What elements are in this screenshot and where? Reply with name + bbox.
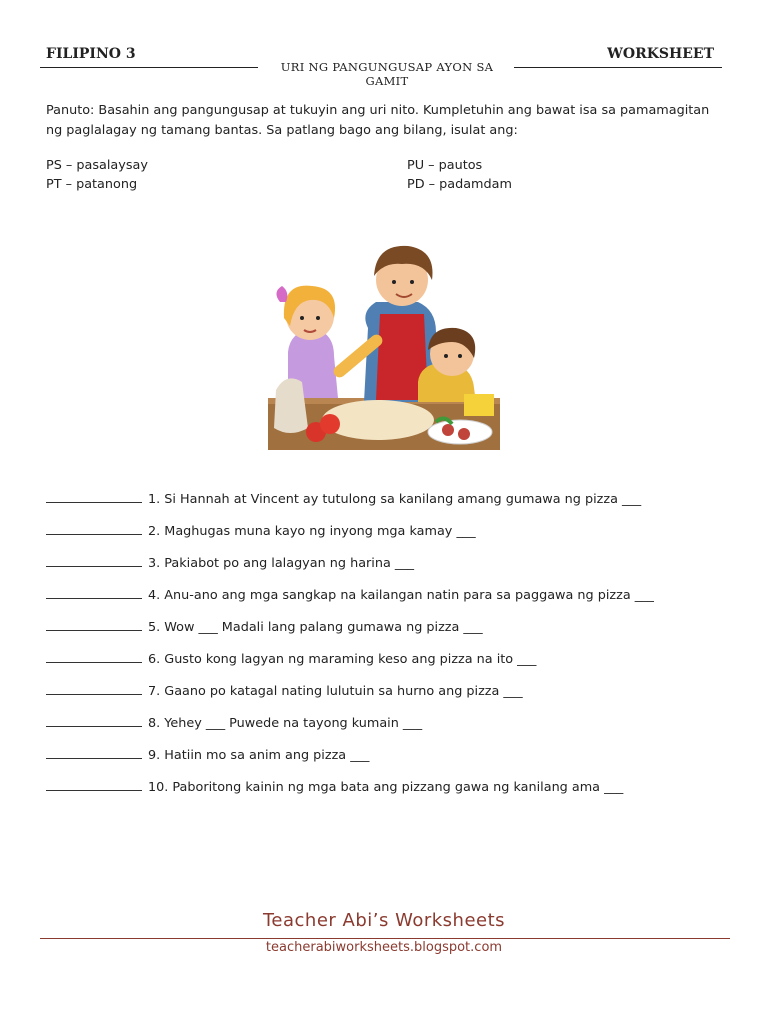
- legend-pd: PD – padamdam: [407, 177, 512, 192]
- answer-blank[interactable]: [46, 650, 142, 663]
- question-row: [46, 554, 414, 574]
- question-text: 10. Paboritong kainin ng mga bata ang pizzang gawa ng kanilang ama ___: [148, 780, 624, 795]
- family-making-pizza-illustration: [268, 232, 500, 452]
- question-text: 8. Yehey ___ Puwede na tayong kumain ___: [148, 716, 423, 731]
- footer-brand: Teacher Abi’s Worksheets: [262, 910, 506, 931]
- tomato: [320, 414, 340, 434]
- question-text: 1. Si Hannah at Vincent ay tutulong sa kanilang amang gumawa ng pizza ___: [148, 492, 642, 507]
- question-text: 2. Maghugas muna kayo ng inyong mga kamay ___: [148, 524, 476, 539]
- question-row: [46, 490, 641, 510]
- cheese-block: [464, 394, 494, 416]
- answer-blank[interactable]: [46, 586, 142, 599]
- answer-blank[interactable]: [46, 714, 142, 727]
- question-text: 5. Wow ___ Madali lang palang gumawa ng pizza ___: [148, 620, 483, 635]
- question-row: [46, 650, 536, 670]
- answer-blank[interactable]: [46, 682, 142, 695]
- question-text: 4. Anu-ano ang mga sangkap na kailangan natin para sa paggawa ng pizza ___: [148, 588, 654, 603]
- question-text: 6. Gusto kong lagyan ng maraming keso ang pizza na ito ___: [148, 652, 537, 667]
- question-row: [46, 746, 369, 766]
- question-text: 3. Pakiabot po ang lalagyan ng harina ___: [148, 556, 415, 571]
- answer-blank[interactable]: [46, 746, 142, 759]
- question-text: 9. Hatiin mo sa anim ang pizza ___: [148, 748, 370, 763]
- footer-url[interactable]: teacherabiworksheets.blogspot.com: [265, 940, 503, 955]
- answer-blank[interactable]: [46, 522, 142, 535]
- header-rule-left: [40, 67, 258, 68]
- question-text: 7. Gaano po katagal nating lulutuin sa hurno ang pizza ___: [148, 684, 523, 699]
- worksheet-title: URI NG PANGUNGUSAP AYON SA GAMIT: [280, 60, 494, 88]
- question-row: [46, 522, 476, 542]
- instructions-text: Panuto: Basahin ang pangungusap at tukuyin ang uri nito. Kumpletuhin ang bawat isa sa pamamagitan ng paglalagay ng tamang bantas. Sa patlang bago ang bilang, isulat ang:: [46, 103, 710, 138]
- answer-blank[interactable]: [46, 618, 142, 631]
- legend-pt: PT – patanong: [46, 177, 138, 192]
- footer-rule: [40, 938, 730, 939]
- subject-label: FILIPINO 3: [46, 46, 136, 62]
- legend-pu: PU – pautos: [407, 158, 483, 173]
- question-row: [46, 586, 654, 606]
- question-row: [46, 714, 422, 734]
- worksheet-label: WORKSHEET: [607, 46, 714, 62]
- legend-ps: PS – pasalaysay: [46, 158, 148, 173]
- answer-blank[interactable]: [46, 554, 142, 567]
- question-row: [46, 778, 623, 798]
- question-row: [46, 682, 523, 702]
- answer-blank[interactable]: [46, 778, 142, 791]
- header-rule-right: [514, 67, 722, 68]
- question-row: [46, 618, 483, 638]
- answer-blank[interactable]: [46, 490, 142, 503]
